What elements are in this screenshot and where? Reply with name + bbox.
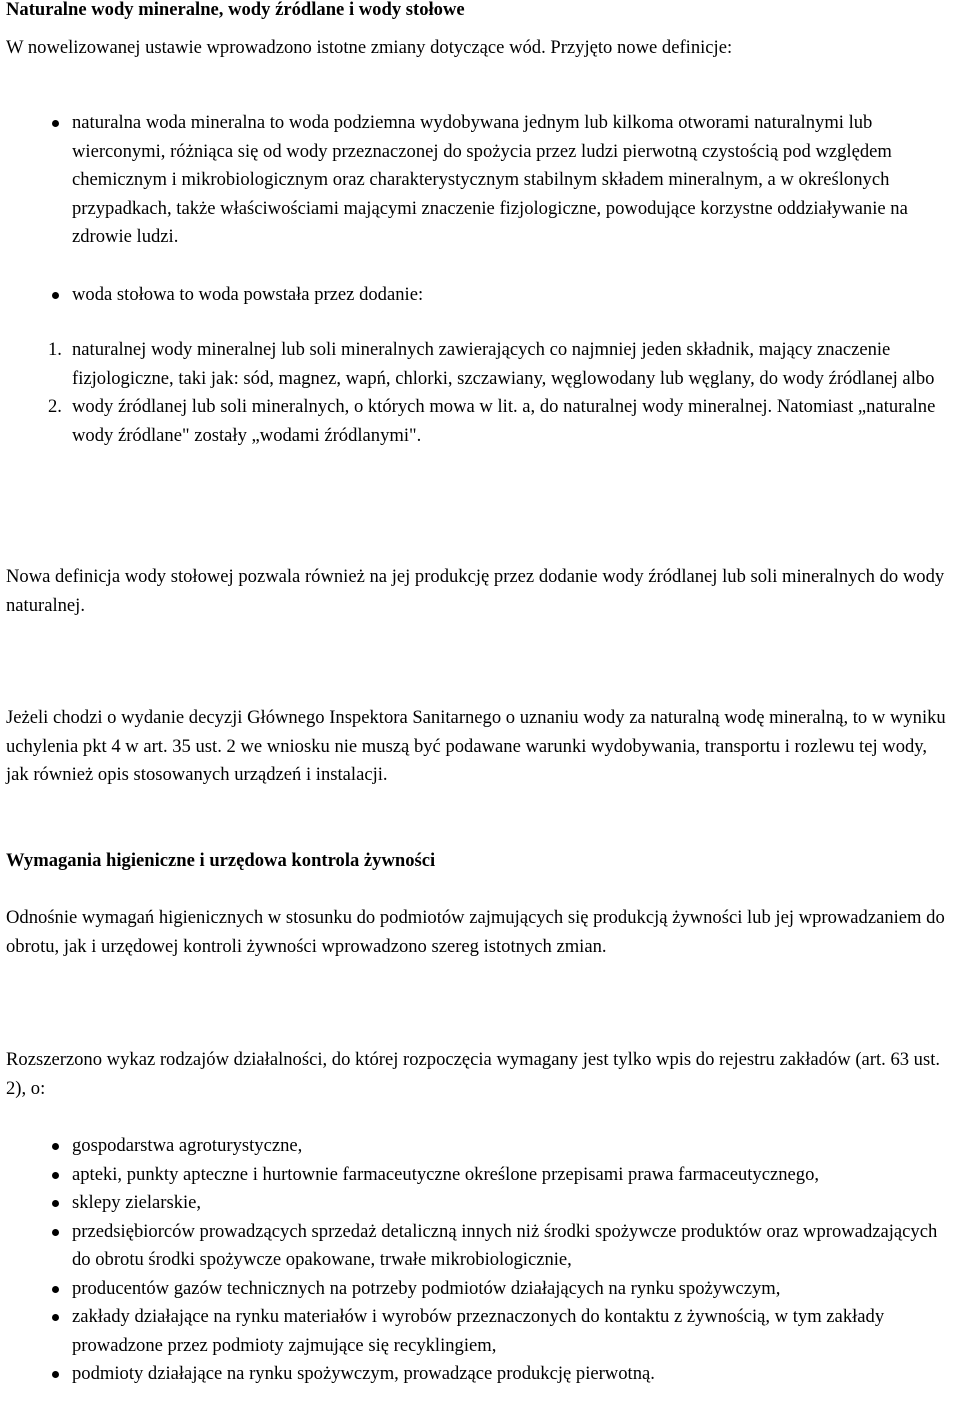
hygiene-paragraph: Odnośnie wymagań higienicznych w stosunku do podmiotów zajmujących się produkcją żywności lub jej wprowadzaniem do obrotu, jak i urzędowej kontroli żywności wprowadzono szereg istotnych zmian. — [6, 907, 945, 957]
section-heading-hygiene: Wymagania higieniczne i urzędowa kontrola żywności — [6, 850, 436, 871]
activity-item: apteki, punkty apteczne i hurtownie farmaceutyczne określone przepisami prawa farmaceutycznego, — [6, 1161, 954, 1190]
section-heading-waters: Naturalne wody mineralne, wody źródlane i wody stołowe — [6, 0, 465, 20]
definitions-list-2 — [6, 281, 954, 310]
activity-item: zakłady działające na rynku materiałów i wyrobów przeznaczonych do kontaktu z żywnością, w tym zakłady prowadzone przez podmioty zajmujące się recyklingiem, — [6, 1303, 954, 1360]
numbered-item-2-number: 2. — [48, 396, 62, 417]
activities-list — [6, 1132, 954, 1389]
numbered-item-2 — [6, 393, 954, 450]
activity-item: producentów gazów technicznych na potrzeby podmiotów działających na rynku spożywczym, — [6, 1275, 954, 1304]
activity-item: podmioty działające na rynku spożywczym, prowadzące produkcję pierwotną. — [6, 1360, 954, 1389]
definition-item-mineral-water: naturalna woda mineralna to woda podziemna wydobywana jednym lub kilkoma otworami naturalnymi lub wierconymi, różniąca się od wody przeznaczonej do spożycia przez ludzi pierwotną czystością pod względem chemicznym i mikrobiologicznym oraz charakterystycznym stabilnym składem mineralnym, a w określonych przypadkach, także właściwościami mającymi znaczenie fizjologiczne, powodujące korzystne oddziaływanie na zdrowie ludzi. — [6, 109, 954, 252]
activity-item: przedsiębiorców prowadzących sprzedaż detaliczną innych niż środki spożywcze produktów oraz wprowadzających do obrotu środki spożywcze opakowane, trwałe mikrobiologicznie, — [6, 1218, 954, 1275]
definition-item-table-water: woda stołowa to woda powstała przez dodanie: — [6, 281, 954, 310]
intro-paragraph: W nowelizowanej ustawie wprowadzono istotne zmiany dotyczące wód. Przyjęto nowe definicje: — [6, 37, 733, 58]
numbered-item-1-text: naturalnej wody mineralnej lub soli mineralnych zawierających co najmniej jeden składnik, mający znaczenie fizjologiczne, taki jak: sód, magnez, wapń, chlorki, szczawiany, węglowodany lub węglany, do wody źródlanej albo — [72, 339, 935, 389]
register-paragraph: Rozszerzono wykaz rodzajów działalności, do której rozpoczęcia wymagany jest tylko wpis do rejestru zakładów (art. 63 ust. 2), o: — [6, 1049, 941, 1099]
numbered-item-1 — [6, 336, 954, 393]
activity-item: sklepy zielarskie, — [6, 1189, 954, 1218]
activity-item: gospodarstwa agroturystyczne, — [6, 1132, 954, 1161]
numbered-item-1-number: 1. — [48, 339, 62, 360]
definitions-list — [6, 109, 954, 252]
table-water-definition-paragraph: Nowa definicja wody stołowej pozwala również na jej produkcję przez dodanie wody źródlanej lub soli mineralnych do wody naturalnej. — [6, 566, 945, 616]
numbered-item-2-text: wody źródlanej lub soli mineralnych, o których mowa w lit. a, do naturalnej wody mineralnej. Natomiast „naturalne wody źródlane" zostały „wodami źródlanymi". — [72, 396, 936, 446]
table-water-numbered-list — [6, 336, 954, 450]
inspector-decision-paragraph: Jeżeli chodzi o wydanie decyzji Głównego Inspektora Sanitarnego o uznaniu wody za naturalną wodę mineralną, to w wyniku uchylenia pkt 4 w art. 35 ust. 2 we wniosku nie muszą być podawane warunki wydobywania, transportu i rozlewu tej wody, jak również opis stosowanych urządzeń i instalacji. — [6, 707, 946, 785]
